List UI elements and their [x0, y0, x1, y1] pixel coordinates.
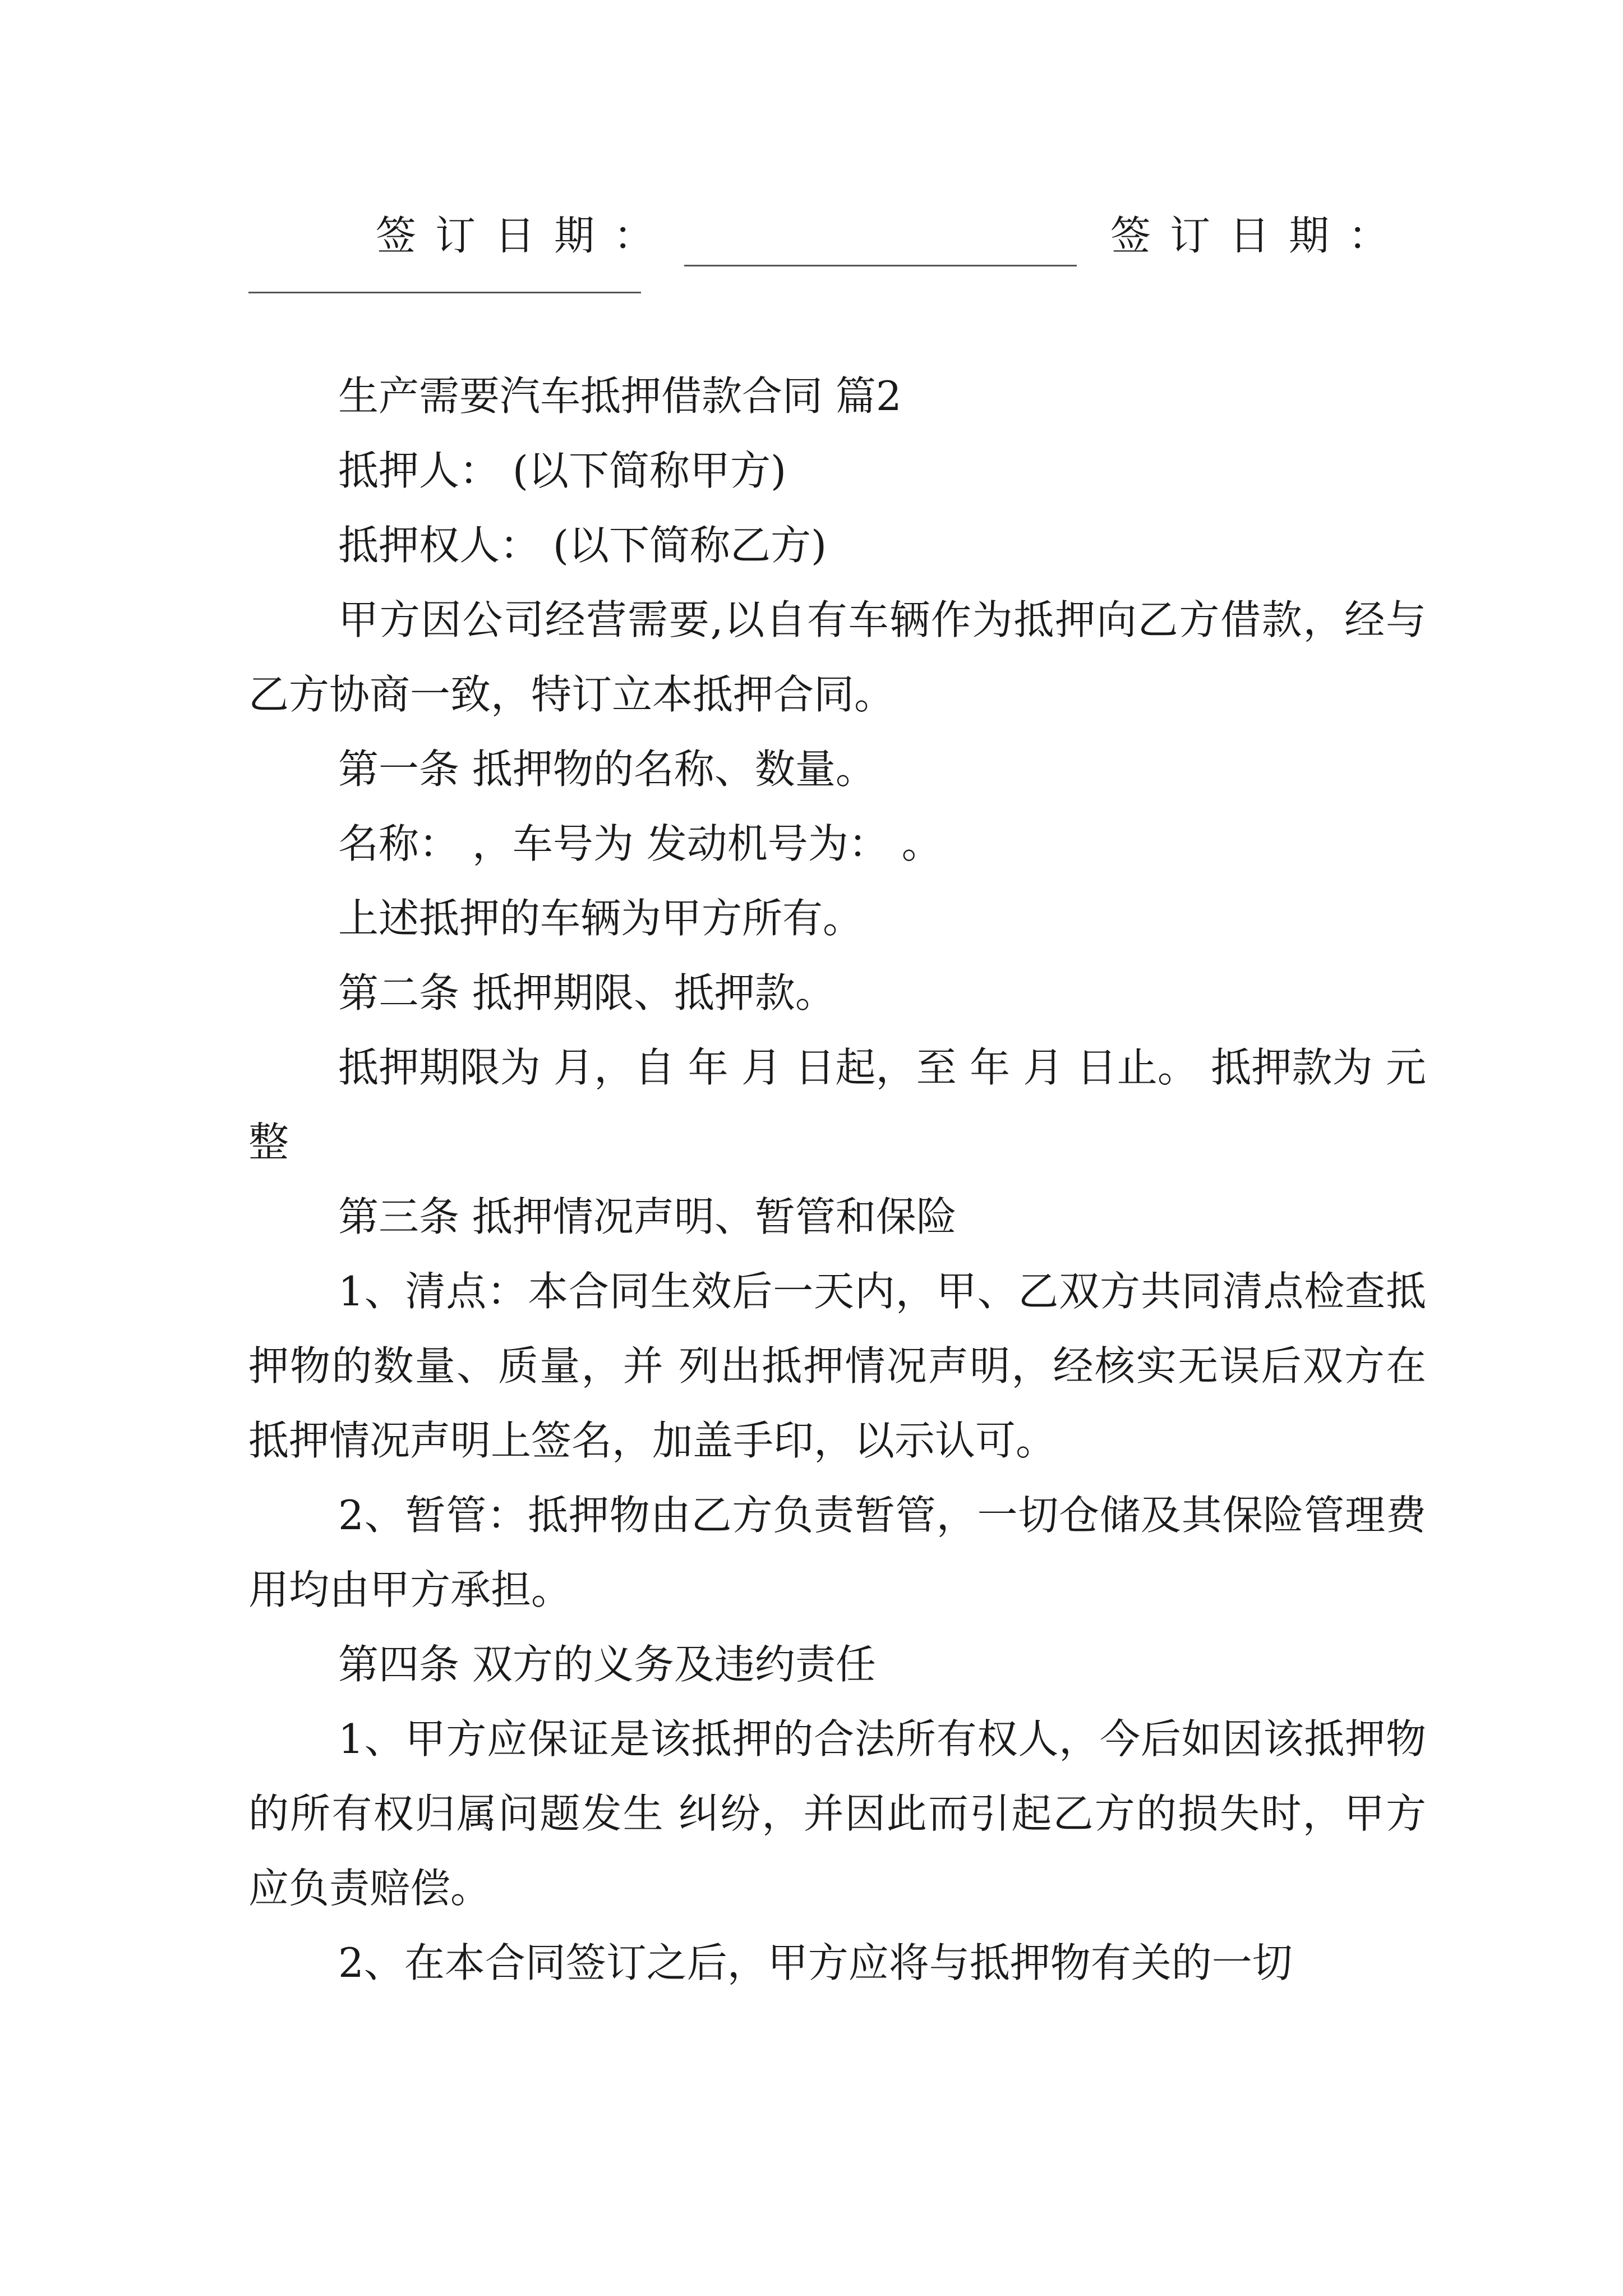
signature-date-label-b: 签订日期：	[1110, 212, 1408, 259]
signature-date-label-a: 签订日期：	[376, 212, 674, 259]
paragraph: 2、在本合同签订之后，甲方应将与抵押物有关的一切	[338, 1939, 1293, 1986]
paragraph: 名称： ，车号为 发动机号为： 。	[338, 820, 942, 867]
contract-title: 生产需要汽车抵押借款合同 篇2	[338, 372, 902, 420]
signature-date-row	[376, 205, 1408, 266]
paragraph: 上述抵押的车辆为甲方所有。	[338, 895, 864, 942]
paragraph: 抵押人： (以下简称甲方)	[338, 447, 787, 494]
signature-date-blank-b	[248, 292, 641, 293]
paragraph: 抵押权人： (以下简称乙方)	[338, 522, 827, 569]
contract-body	[248, 359, 1426, 2000]
section-heading: 第四条 双方的义务及违约责任	[338, 1641, 876, 1688]
section-heading: 第二条 抵押期限、抵押款。	[338, 969, 836, 1016]
section-heading: 第一条 抵押物的名称、数量。	[338, 746, 876, 793]
paragraph: 抵押期限为 月，自 年 月 日起，至 年 月 日止。 抵押款为 元整	[248, 1044, 1426, 1166]
paragraph: 1、清点：本合同生效后一天内，甲、乙双方共同清点检查抵押物的数量、质量，并 列出抵押情况声明，经核实无误后双方在抵押情况声明上签名，加盖手印，以示认可。	[248, 1268, 1426, 1464]
paragraph: 甲方因公司经营需要,以自有车辆作为抵押向乙方借款，经与乙方协商一致，特订立本抵押合同。	[248, 596, 1426, 718]
signature-date-blank-a	[684, 214, 1077, 266]
paragraph: 1、甲方应保证是该抵押的合法所有权人，今后如因该抵押物的所有权归属问题发生 纠纷，并因此而引起乙方的损失时，甲方应负责赔偿。	[248, 1715, 1426, 1912]
section-heading: 第三条 抵押情况声明、暂管和保险	[338, 1193, 957, 1240]
paragraph: 2、暂管：抵押物由乙方负责暂管，一切仓储及其保险管理费用均由甲方承担。	[248, 1492, 1426, 1613]
